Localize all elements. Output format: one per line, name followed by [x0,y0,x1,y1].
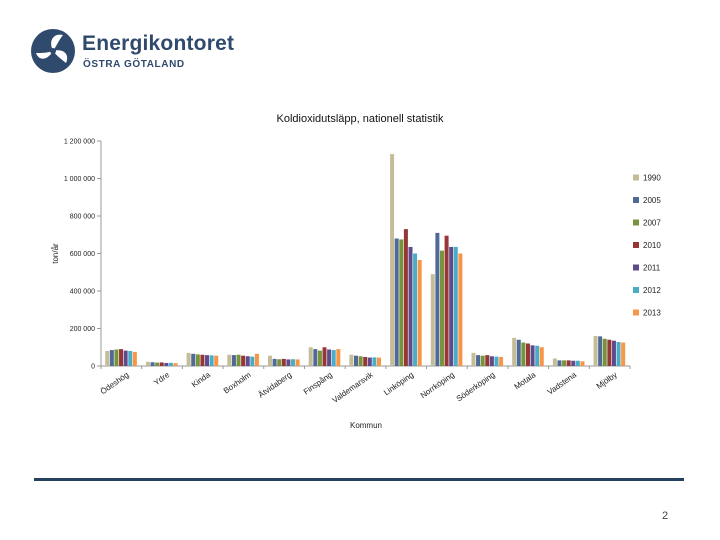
bar-1990-9 [471,353,475,366]
bar-2012-10 [535,346,539,366]
bar-2005-4 [273,359,277,366]
bar-2010-6 [363,357,367,366]
bar-2011-8 [449,247,453,366]
legend-swatch-2013 [633,310,639,316]
bar-2013-6 [377,358,381,366]
legend-label-2005: 2005 [643,196,661,205]
bar-2005-0 [110,350,114,366]
x-axis-label: Kommun [349,421,383,430]
legend-label-2007: 2007 [643,218,661,228]
bar-2007-1 [155,363,159,366]
bar-1990-4 [268,356,272,366]
bar-2005-3 [232,355,236,366]
bar-2013-0 [133,352,137,366]
bar-2013-4 [296,359,300,366]
bar-2011-1 [164,363,168,366]
x-tick-label: Valdemarsvik [330,370,375,405]
legend-label-2013: 2013 [643,308,661,318]
x-tick-label: Norrköping [418,370,457,401]
bar-2010-3 [241,356,245,366]
bar-2005-10 [517,340,521,366]
x-tick-label: Boxholm [221,370,253,396]
x-tick-label: Vadstena [545,370,579,397]
bar-2012-1 [169,363,173,366]
y-tick-label: 200 000 [69,326,95,333]
bar-2012-3 [250,357,254,366]
x-tick-label: Ödeshög [98,370,131,397]
bar-2012-12 [617,342,621,366]
bar-2012-11 [576,361,580,366]
y-tick-label: 600 000 [69,251,95,258]
bar-2005-1 [151,362,155,366]
bar-1990-12 [594,336,598,366]
y-tick-label: 1 200 000 [63,138,95,146]
bar-2007-4 [277,359,281,366]
bar-1990-3 [227,355,231,366]
bar-1990-5 [309,347,313,366]
bar-1990-8 [431,274,435,366]
x-tick-label: Ydre [152,370,172,388]
page-number: 2 [662,510,669,522]
bar-1990-0 [105,351,109,366]
bar-2012-4 [291,359,295,366]
bar-2010-7 [404,229,408,366]
bar-2010-2 [200,355,204,366]
bar-2007-9 [481,356,485,366]
bar-2010-11 [567,360,571,366]
bar-2013-8 [458,254,462,367]
bar-2007-6 [359,356,363,366]
bar-2010-4 [282,359,286,366]
bar-2013-2 [214,356,218,366]
bar-2005-11 [557,360,561,366]
bar-2005-5 [313,349,317,366]
x-tick-label: Söderköping [454,370,497,404]
y-tick-label: 0 [91,363,95,371]
bar-2007-12 [603,339,607,366]
bar-2013-5 [336,349,340,366]
bar-2011-7 [408,247,412,366]
y-tick-label: 800 000 [69,213,95,221]
bar-2012-8 [454,247,458,366]
bar-2011-6 [368,358,372,366]
bar-2010-10 [526,344,530,367]
legend-swatch-2011 [633,265,639,271]
legend-swatch-2012 [633,287,639,293]
bar-2005-2 [191,354,195,366]
bar-1990-6 [349,355,353,366]
bar-2013-12 [621,343,625,366]
bar-2011-4 [286,359,290,366]
legend-swatch-2010 [633,242,639,248]
legend-label-2010: 2010 [643,241,661,250]
logo-name: Energikontoret [82,32,235,55]
bar-2010-9 [485,355,489,366]
bar-2007-8 [440,251,444,366]
bar-2013-1 [174,363,178,366]
bar-2011-9 [490,356,494,366]
bar-2007-11 [562,360,566,366]
bar-2007-7 [399,239,403,366]
bar-2011-12 [612,341,616,366]
bar-2012-7 [413,254,417,367]
bar-2012-0 [128,351,132,366]
x-tick-label: Kinda [189,370,212,390]
bar-2013-9 [499,357,503,366]
bar-2010-1 [160,362,164,366]
bar-1990-7 [390,154,394,366]
bar-2011-11 [571,361,575,366]
bar-1990-1 [146,362,150,366]
legend-swatch-1990 [633,175,639,181]
chart-title: Koldioxidutsläpp, nationell statistik [276,113,444,125]
x-tick-label: Motala [512,370,538,392]
bar-2011-10 [531,345,535,366]
legend-swatch-2007 [633,220,639,226]
bar-1990-10 [512,338,516,366]
x-tick-label: Mjölby [594,370,619,391]
legend-label-1990: 1990 [643,173,661,183]
logo-subtitle: ÖSTRA GÖTALAND [83,59,185,70]
bar-2012-2 [210,355,214,366]
y-tick-label: 400 000 [69,288,95,296]
footer-divider [34,478,684,481]
bar-1990-11 [553,359,557,367]
bar-2011-3 [246,356,250,366]
bar-2005-8 [435,233,439,366]
bar-2010-0 [119,349,123,366]
bar-2007-3 [237,355,241,366]
x-tick-label: Linköping [382,370,416,398]
bar-2013-10 [540,347,544,366]
x-tick-label: Åtvidaberg [256,370,294,400]
legend-swatch-2005 [633,197,639,203]
bar-2012-5 [332,350,336,366]
legend-label-2012: 2012 [643,286,661,295]
bar-2005-9 [476,355,480,366]
bar-2013-3 [255,354,259,366]
bar-2007-0 [114,350,118,367]
bar-2007-2 [196,354,200,366]
bar-2013-7 [418,260,422,366]
bar-2011-5 [327,350,331,367]
bar-2005-7 [395,239,399,367]
bar-2010-5 [323,347,327,366]
bar-2012-6 [372,357,376,366]
legend-label-2011: 2011 [643,263,661,273]
bar-2010-8 [445,236,449,366]
bar-2011-2 [205,355,209,366]
bar-2007-10 [521,343,525,366]
bar-2005-12 [598,336,602,366]
x-tick-label: Finspång [301,370,334,397]
bar-2005-6 [354,356,358,366]
bar-2012-9 [494,357,498,366]
bar-2011-0 [124,351,128,366]
bar-2010-12 [607,340,611,366]
y-axis-label: ton/år [51,243,60,264]
bar-1990-2 [187,353,191,366]
bar-2013-11 [580,361,584,366]
bar-2007-5 [318,351,322,366]
y-tick-label: 1 000 000 [63,176,95,183]
